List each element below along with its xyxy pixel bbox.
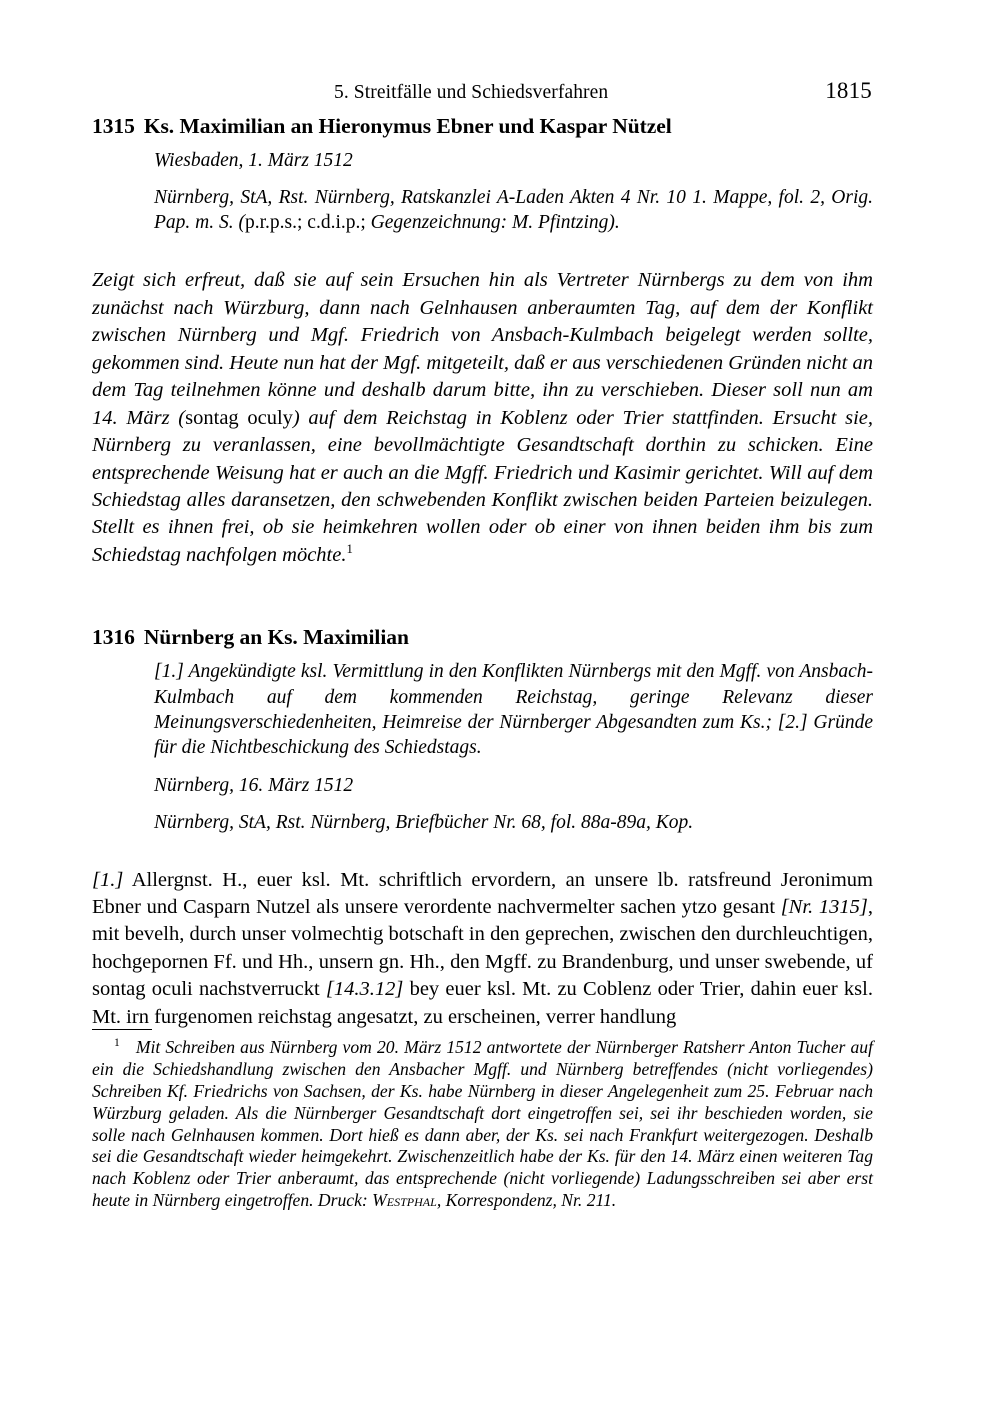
footnote-separator-rule xyxy=(92,1029,152,1030)
entry-date-line: Nürnberg, 16. März 1512 xyxy=(154,774,354,796)
footnote-text-part2: , Korrespondenz, Nr. 211. xyxy=(436,1190,617,1211)
source-text-part1: Nürnberg, StA, Rst. Nürnberg, Ratskanzlei A-Laden Akten 4 Nr. 10 1. Mappe, fol. 2, Orig. Pap. m. S. ( xyxy=(154,187,873,234)
source-abbreviations: p.r.p.s.; c.d.i.p.; xyxy=(245,212,366,234)
page-number: 1815 xyxy=(825,78,872,103)
entry-title: Ks. Maximilian an Hieronymus Ebner und Kaspar Nützel xyxy=(143,114,672,138)
body-segment-2: Allergnst. H., euer ksl. Mt. schriftlich ervordern, an unsere lb. ratsfreund Jeronimum Ebner und Casparn Nutzel als unsere verordente nachvermelter sachen ytzo gesant xyxy=(92,868,873,919)
entry-heading xyxy=(92,625,873,649)
footnote-reference-1[interactable]: 1 xyxy=(346,542,353,557)
body-cross-reference: [Nr. 1315] xyxy=(780,896,868,919)
running-head-chapter-title: 5. Streitfälle und Schiedsverfahren xyxy=(334,82,609,103)
body-date-annotation: [14.3.12] xyxy=(325,978,404,1001)
source-text-part2: Gegenzeichnung: M. Pfintzing). xyxy=(365,212,620,234)
entry-number: 1316 xyxy=(92,625,135,650)
entry-source-line: Nürnberg, StA, Rst. Nürnberg, Briefbücher Nr. 68, fol. 88a-89a, Kop. xyxy=(154,811,694,833)
entry-body-text xyxy=(92,867,873,1031)
footnote-1 xyxy=(92,1037,873,1212)
running-head xyxy=(92,78,872,106)
body-segment-6: bey euer ksl. Mt. zu Coblenz oder Trier, dahin euer ksl. Mt. irn furgenomen reichstag angesatzt, zu erscheinen, verrer handlung xyxy=(92,978,873,1028)
footnote-text-part1: Mit Schreiben aus Nürnberg vom 20. März 1512 antwortete der Nürnberger Ratsherr Anton Tucher auf ein die Schiedshandlung zwischen den Ansbacher Mgff. und Nürnberg betreffendes (nicht vorliegendes) Schreiben Kf. Friedrichs von Sachsen, der Ks. habe Nürnberg in dieser Angelegenheit zum 25. Februar nach Würzburg geladen. Als die Nürnberger Gesandtschaft dort eingetroffen sei, sei ihr beschieden worden, sie solle nach Gelnhausen kommen. Dort hieß es dann aber, der Ks. sei nach Frankfurt weitergezogen. Deshalb sei die Gesandtschaft wieder heimgekehrt. Zwischenzeitlich habe der Ks. für den 14. März einen weiteren Tag nach Koblenz oder Trier anberaumt, das entsprechende (nicht vorliegende) Ladungsschreiben sei aber erst heute in Nürnberg eingetroffen. Druck: xyxy=(92,1037,873,1211)
entry-summary: [1.] Angekündigte ksl. Vermittlung in den Konflikten Nürnbergs mit den Mgff. von Ansbach-Kulmbach auf dem kommenden Reichstag, geringe Relevanz dieser Meinungsverschiedenheiten, Heimreise der Nürnberger Abgesandten zum Ks.; [2.] Gründe für die Nichtbeschickung des Schiedstags. xyxy=(154,661,873,758)
footnote-area xyxy=(92,1029,873,1212)
body-segment-4: , mit bevelh, durch unser volmechtig botschaft in den geprechen, zwischen den durchleuchtigen, hochgepornen Ff. und Hh., unsern gn. Hh., den Mgff. zu Brandenburg, und unser swebende, uf sontag oculi nachstverruckt xyxy=(92,896,873,1001)
footnote-number: 1 xyxy=(114,1036,120,1050)
regest-quoted-date: sontag oculy xyxy=(185,406,293,429)
entry-regest xyxy=(92,267,873,569)
entry-date-line: Wiesbaden, 1. März 1512 xyxy=(154,150,353,172)
footnote-author-name: Westphal xyxy=(372,1190,437,1211)
regest-part1: Zeigt sich erfreut, daß sie auf sein Ersuchen hin als Vertreter Nürnbergs zu dem von ihm zunächst nach Würzburg, dann nach Gelnhausen anberaumten Tag, auf dem der Konflikt zwischen Nürnberg und Mgf. Friedrich von Ansbach-Kulmbach beigelegt werden sollte, gekommen sind. Heute nun hat der Mgf. mitgeteilt, daß er aus verschiedenen Gründen nicht an dem Tag teilnehmen könne und deshalb darum bitte, ihn zu verschieben. Dieser soll nun am 14. März ( xyxy=(92,269,873,429)
document-entry-1316 xyxy=(92,625,873,1031)
entry-number: 1315 xyxy=(92,114,135,138)
text-column xyxy=(92,114,873,1031)
entry-source-line xyxy=(154,185,873,235)
document-entry-1315 xyxy=(92,114,873,569)
body-section-marker-1: [1.] xyxy=(92,868,124,891)
regest-part2: ) auf dem Reichstag in Koblenz oder Trier stattfinden. Ersucht sie, Nürnberg zu veranlassen, eine bevollmächtigte Gesandtschaft dorthin zu schicken. Eine entsprechende Weisung hat er auch an die Mgff. Friedrich und Kasimir gerichtet. Will auf dem Schiedstag alles daransetzen, den schwebenden Konflikt zwischen beiden Parteien beizulegen. Stellt es ihnen frei, ob sie heimkehren wollen oder ob einer von ihnen beiden ihm bis zum Schiedstag nachfolgen möchte. xyxy=(92,406,873,566)
entry-title: Nürnberg an Ks. Maximilian xyxy=(143,625,409,650)
entry-heading xyxy=(92,114,873,138)
